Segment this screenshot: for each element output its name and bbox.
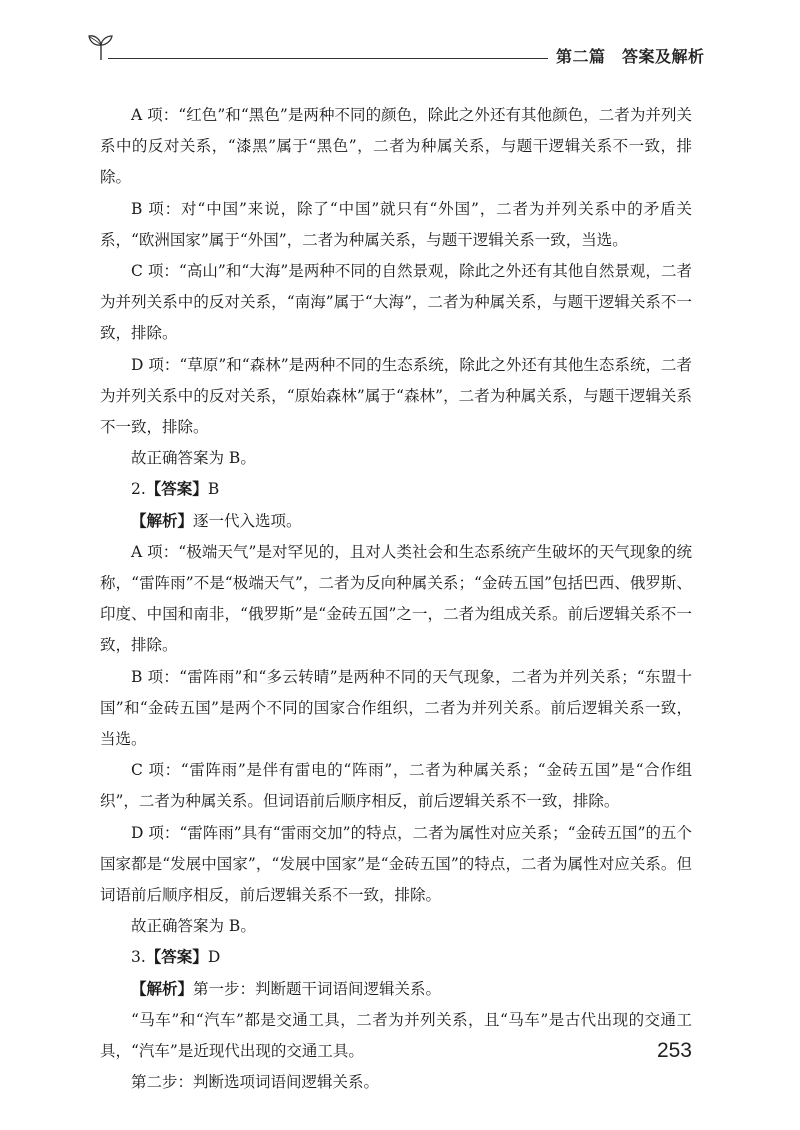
q1-option-d: D 项：“草原”和“森林”是两种不同的生态系统，除此之外还有其他生态系统，二者为并列关系中的反对关系，“原始森林”属于“森林”，二者为种属关系，与题干逻辑关系不一致，排除。 — [100, 355, 692, 437]
section-title: 第二篇 答案及解析 — [556, 47, 705, 66]
q2-option-c: C 项：“雷阵雨”是伴有雷电的“阵雨”，二者为种属关系；“金砖五国”是“合作组织”，二者为种属关系。但词语前后顺序相反，前后逻辑关系不一致，排除。 — [100, 761, 692, 811]
q3-analysis-line — [100, 974, 692, 1005]
q2-analysis-intro: 逐一代入选项。 — [193, 511, 302, 530]
q2-option-d: D 项：“雷阵雨”具有“雷雨交加”的特点，二者为属性对应关系；“金砖五国”的五个国家都是“发展中国家”，“发展中国家”是“金砖五国”的特点，二者为属性对应关系。但词语前后顺序相反，前后逻辑关系不一致，排除。 — [100, 823, 692, 905]
q1-option-a: A 项：“红色”和“黑色”是两种不同的颜色，除此之外还有其他颜色，二者为并列关系中的反对关系，“漆黑”属于“黑色”，二者为种属关系，与题干逻辑关系不一致，排除。 — [100, 106, 692, 187]
q3-answer-value: D — [207, 948, 221, 967]
q2-answer-value: B — [207, 480, 220, 499]
q1-option-b: B 项：对“中国”来说，除了“中国”就只有“外国”，二者为并列关系中的矛盾关系，“欧洲国家”属于“外国”，二者为种属关系，与题干逻辑关系一致，当选。 — [100, 199, 692, 249]
q1-conclusion: 故正确答案为 B。 — [131, 449, 256, 468]
q2-number: 2. — [131, 480, 146, 499]
q2-option-b: B 项：“雷阵雨”和“多云转晴”是两种不同的天气现象，二者为并列关系；“东盟十国”和“金砖五国”是两个不同的国家合作组织，二者为并列关系。前后逻辑关系一致，当选。 — [100, 667, 692, 749]
q3-answer-label: 【答案】 — [145, 948, 208, 967]
q2-answer-line — [100, 474, 692, 505]
q3-analysis-intro: 第一步：判断题干词语间逻辑关系。 — [193, 979, 442, 998]
q3-number: 3. — [131, 948, 146, 967]
q3-analysis-label: 【解析】 — [131, 979, 194, 998]
q2-conclusion: 故正确答案为 B。 — [131, 917, 256, 936]
sprout-icon — [86, 33, 116, 61]
q3-answer-line — [100, 942, 692, 973]
q1-option-c: C 项：“高山”和“大海”是两种不同的自然景观，除此之外还有其他自然景观，二者为并列关系中的反对关系，“南海”属于“大海”，二者为种属关系，与题干逻辑关系不一致，排除。 — [100, 262, 692, 343]
page-number: 253 — [656, 1039, 692, 1062]
page-body — [100, 100, 692, 1099]
q2-analysis-line — [100, 506, 692, 537]
q2-answer-label: 【答案】 — [145, 480, 208, 499]
page-header — [0, 0, 800, 80]
header-rule — [108, 58, 548, 59]
q2-option-a: A 项：“极端天气”是对罕见的，且对人类社会和生态系统产生破坏的天气现象的统称，“雷阵雨”不是“极端天气”，二者为反向种属关系；“金砖五国”包括巴西、俄罗斯、印度、中国和南非，“俄罗斯”是“金砖五国”之一，二者为组成关系。前后逻辑关系不一致，排除。 — [100, 542, 692, 655]
q3-step2: 第二步：判断选项词语间逻辑关系。 — [131, 1073, 380, 1092]
q2-analysis-label: 【解析】 — [131, 511, 194, 530]
q3-step1-detail: “马车”和“汽车”都是交通工具，二者为并列关系，且“马车”是古代出现的交通工具，“汽车”是近现代出现的交通工具。 — [100, 1010, 692, 1061]
